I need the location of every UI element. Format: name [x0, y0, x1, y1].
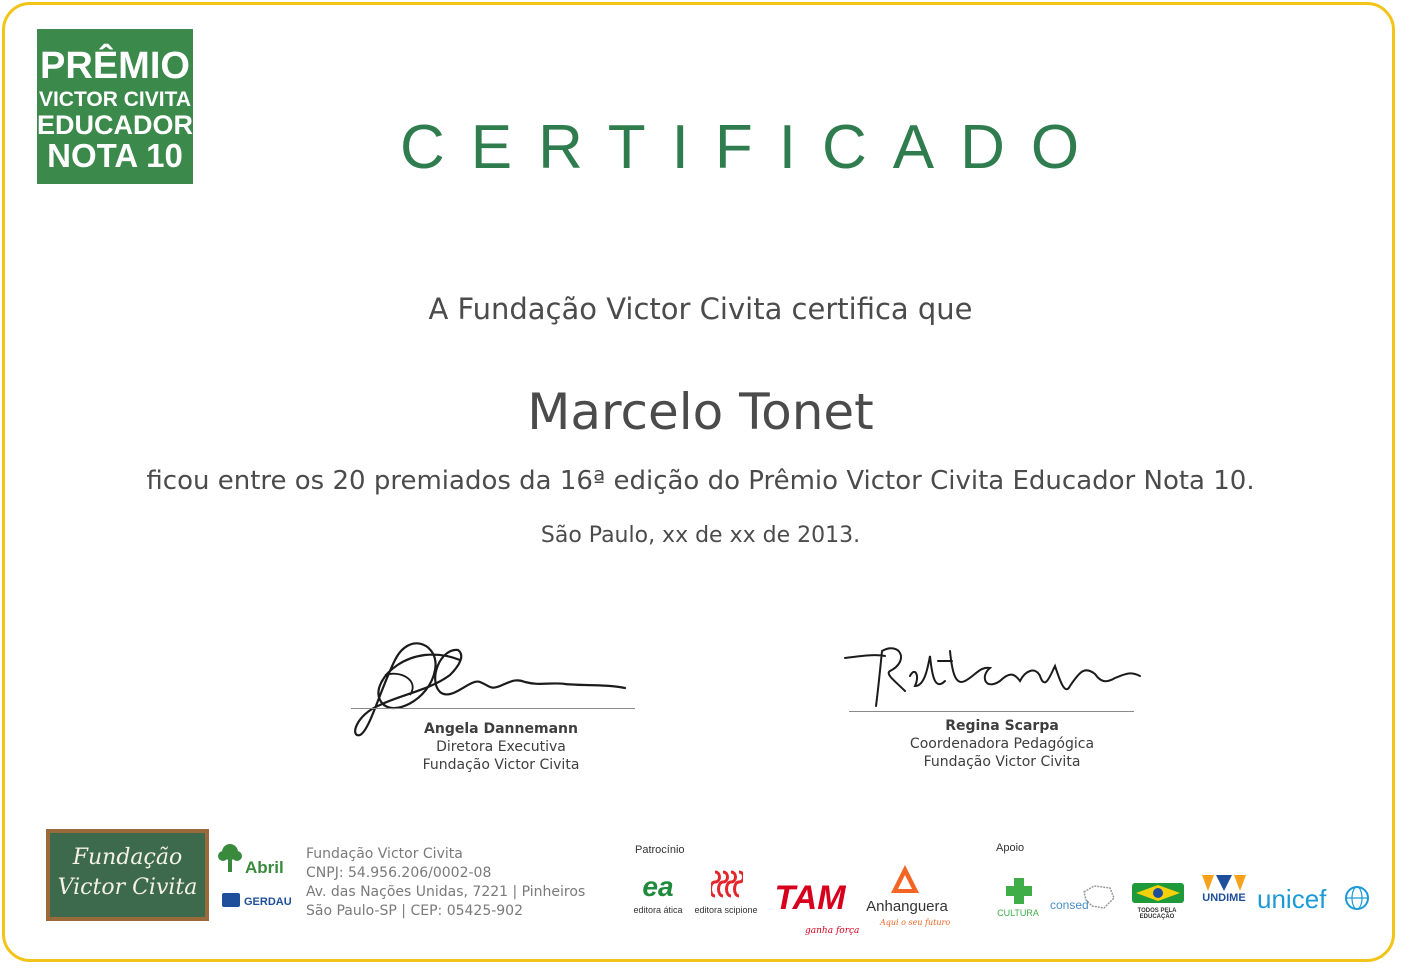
abril-tree-icon	[216, 842, 244, 874]
certificate-title: CERTIFICADO	[400, 113, 1106, 182]
todos-label: TODOS PELA EDUCAÇÃO	[1137, 908, 1177, 920]
signatory-2-name: Regina Scarpa	[945, 718, 1059, 734]
signatory-2	[852, 717, 1152, 771]
address-line-4: São Paulo-SP | CEP: 05425-902	[306, 903, 523, 919]
premio-logo	[37, 29, 193, 184]
scipione-label: editora scipione	[694, 905, 758, 915]
abril-logo-text: Abril	[245, 858, 284, 877]
address-line-1: Fundação Victor Civita	[306, 846, 463, 862]
signatory-2-org: Fundação Victor Civita	[923, 754, 1081, 770]
logo-line-4: NOTA 10	[47, 137, 183, 174]
signatory-2-role: Coordenadora Pedagógica	[909, 736, 1095, 752]
anhanguera-label: Anhanguera	[866, 898, 948, 915]
logo-line-3: EDUCADOR	[37, 110, 194, 140]
place-date: São Paulo, xx de xx de 2013.	[540, 523, 861, 548]
brazil-flag-icon	[1130, 879, 1186, 907]
fundacao-board-logo	[46, 829, 209, 921]
atica-mark: ea	[642, 871, 674, 902]
signatory-1-org: Fundação Victor Civita	[422, 757, 580, 773]
signature-line-1	[351, 708, 635, 709]
cultura-cross-icon	[1003, 876, 1035, 906]
cultura-label: CULTURA	[997, 908, 1039, 918]
unicef-globe-icon	[1344, 885, 1370, 911]
signatory-1	[351, 720, 651, 774]
recipient-name: Marcelo Tonet	[527, 383, 874, 441]
unicef-label: unicef	[1257, 884, 1327, 914]
logo-line-2: VICTOR CIVITA	[38, 88, 192, 111]
gerdau-icon	[222, 893, 240, 907]
intro-text: A Fundação Victor Civita certifica que	[428, 292, 973, 326]
support-label: Apoio	[996, 842, 1025, 854]
anhanguera-tagline: Aqui o seu futuro	[880, 918, 951, 927]
signature-regina	[840, 636, 1150, 716]
logo-line-1: PRÊMIO	[40, 45, 190, 87]
address-line-2: CNPJ: 54.956.206/0002-08	[306, 865, 492, 881]
gerdau-logo-text: GERDAU	[244, 896, 292, 908]
consed-label: consed	[1050, 898, 1089, 912]
signature-line-2	[849, 711, 1134, 712]
sponsorship-label: Patrocínio	[635, 844, 685, 856]
anhanguera-icon	[889, 863, 921, 895]
board-line-2: Victor Civita	[57, 875, 198, 900]
scipione-icon	[711, 868, 743, 900]
tam-tagline: ganha força	[805, 926, 860, 936]
signatory-1-role: Diretora Executiva	[436, 739, 566, 755]
undime-icon	[1200, 873, 1248, 893]
undime-label: UNDIME	[1202, 892, 1246, 904]
award-statement: ficou entre os 20 premiados da 16ª edição do Prêmio Victor Civita Educador Nota 10.	[146, 466, 1255, 496]
tam-logo: TAM	[774, 879, 846, 917]
board-line-1: Fundação	[72, 845, 183, 870]
atica-label: editora ática	[633, 905, 683, 915]
address-line-3: Av. das Nações Unidas, 7221 | Pinheiros	[306, 884, 586, 900]
foundation-address	[306, 845, 585, 921]
signatory-1-name: Angela Dannemann	[424, 721, 578, 737]
